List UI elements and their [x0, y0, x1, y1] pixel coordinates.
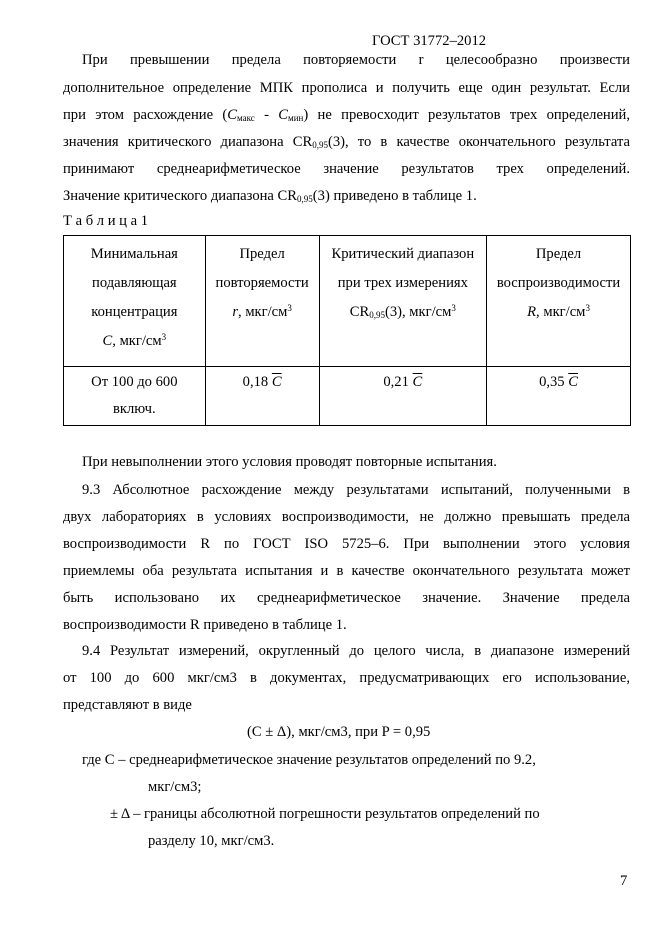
header-cell-text: воспроизводимости: [496, 275, 621, 291]
para4-line1: 9.4 Результат измерений, округленный до целого числа, в диапазоне измерений: [82, 643, 630, 659]
header-cell-text: при трех измерениях: [337, 275, 468, 291]
header-reproducibility: [487, 236, 631, 367]
header-repeatability: [205, 236, 319, 367]
header-min-concentration: [64, 236, 206, 367]
where-delta-unit: разделу 10, мкг/см3.: [148, 833, 275, 849]
para1-line5: принимают среднеарифметическое значение результатов трех определений.: [63, 161, 630, 177]
para1-line1: [82, 51, 630, 69]
header-cell-text: r, мкг/$см^3$: [232, 303, 292, 320]
header-cell-text: Предел: [535, 246, 582, 262]
c-bar-symbol: $\overline{C}$: [412, 374, 423, 390]
cell-r-value: 0,18: [242, 374, 269, 390]
table-caption: Т а б л и ц а 1: [63, 213, 149, 229]
cell-range: [64, 367, 206, 426]
where-c-unit: мкг/см3;: [148, 779, 202, 795]
cell-cr-value: 0,21: [383, 374, 409, 390]
para1-line2: дополнительное определение МПК прополиса и получить еще один результат. Если: [63, 80, 630, 96]
formula: (C ± Δ), мкг/см3, при P = 0,95: [247, 724, 431, 740]
page-number: 7: [620, 873, 628, 889]
para1-line4: [63, 133, 630, 151]
para1-line6: [63, 187, 477, 205]
c-bar-symbol: $\overline{C}$: [568, 374, 578, 390]
cell-range-line2: включ.: [113, 401, 156, 417]
para3-line3: воспроизводимости R по ГОСТ ISO 5725–6. При выполнении этого условия: [63, 536, 630, 552]
where-delta-line: ± Δ – границы абсолютной погрешности результатов определений по: [110, 806, 540, 822]
para1-line3: [63, 106, 630, 124]
header-cell-text: Предел: [239, 246, 285, 262]
cell-R-value: 0,35: [539, 374, 565, 390]
c-bar-symbol: $\overline{C}$: [271, 374, 282, 390]
para3-line6: воспроизводимости R приведено в таблице 1.: [63, 617, 347, 633]
cell-cr: [319, 367, 487, 426]
c-max-sub: макс: [237, 113, 255, 123]
header-cell-text: Минимальная: [90, 246, 178, 262]
para1-line4-b: (3), то в качестве окончательного результата: [327, 134, 630, 150]
header-cell-text: R, мкг/$см^3$: [527, 303, 590, 320]
para3-line4: приемлемы оба результата испытания и в качестве окончательного результата может: [63, 563, 630, 579]
para4-line3: представляют в виде: [63, 697, 192, 713]
header-cell-text: концентрация: [91, 304, 178, 320]
c-max-symbol: C: [227, 107, 237, 123]
para4-line2: от 100 до 600 мкг/см3 в документах, предусматривающих его использование,: [63, 670, 630, 686]
para1-line3-b: ) не превосходит результатов трех определений,: [303, 107, 630, 123]
cell-R: [487, 367, 631, 426]
header-cell-text: подавляющая: [92, 275, 177, 291]
para3-line2: двух лабораториях в условиях воспроизводимости, не должно превышать предела: [63, 509, 630, 525]
header-cell-text: $CR_{0,95}(3)$, мкг/$см^3$: [349, 303, 456, 320]
header-critical-range: [319, 236, 487, 367]
cell-range-line1: От 100 до 600: [91, 374, 178, 390]
para3-line1: 9.3 Абсолютное расхождение между результатами испытаний, полученными в: [82, 482, 630, 498]
c-min-symbol: C: [278, 107, 289, 123]
cell-r: [205, 367, 319, 426]
header-cell-text: C, мкг/$см^3$: [102, 332, 167, 349]
header-cell-text: Критический диапазон: [331, 246, 475, 262]
para1-line4-a: значения критического диапазона CR: [63, 134, 313, 150]
data-table: [63, 235, 631, 426]
dash: -: [254, 107, 279, 123]
para1-line6-a: Значение критического диапазона CR: [63, 188, 298, 204]
where-c-line: где C – среднеарифметическое значение результатов определений по 9.2,: [82, 752, 536, 768]
document-header: ГОСТ 31772–2012: [372, 33, 487, 49]
cr-sub: 0,95: [312, 140, 328, 150]
para1-line1-text: При превышении предела повторяемости r целесообразно произвести: [82, 52, 630, 68]
table-header-row: [64, 236, 631, 367]
table-row: [64, 367, 631, 426]
cr-sub-2: 0,95: [297, 194, 313, 204]
c-min-sub: мин: [288, 113, 304, 123]
para1-line3-a: при этом расхождение (: [63, 107, 228, 123]
para1-line6-b: (3) приведено в таблице 1.: [312, 188, 477, 204]
header-cell-text: повторяемости: [215, 275, 309, 291]
para3-line5: быть использовано их среднеарифметическое значение. Значение предела: [63, 590, 630, 606]
para2: При невыполнении этого условия проводят повторные испытания.: [82, 454, 497, 470]
